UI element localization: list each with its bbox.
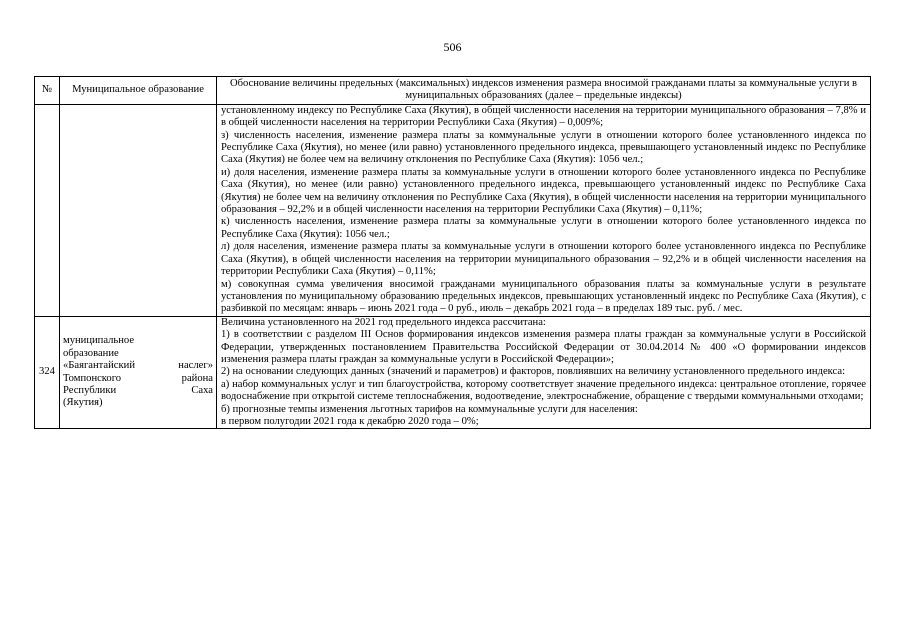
municipality-line: Республики Саха bbox=[63, 384, 213, 396]
municipality-line: (Якутия) bbox=[63, 397, 103, 409]
paragraph: л) доля населения, изменение размера платы за коммунальные услуги в отношении которого более установленного индекса по Республике Саха (Якутия), в общей численности населения на территории муниципального образования – 92,2% и в общей численности населения на территории Республики Саха (Якутия) – 0,11%; bbox=[221, 241, 866, 278]
municipality-line: образование bbox=[63, 347, 119, 359]
municipality-line: «Баягантайский наслег» bbox=[63, 360, 213, 372]
municipality-line: Томпонского района bbox=[63, 372, 213, 384]
header-num: № bbox=[35, 77, 60, 105]
paragraph: 2) на основании следующих данных (значений и параметров) и факторов, повлиявших на величину установленного предельного индекса: bbox=[221, 366, 846, 378]
header-municipality: Муниципальное образование bbox=[60, 77, 217, 105]
header-justification: Обоснование величины предельных (максимальных) индексов изменения размера вносимой гражданами платы за коммунальные услуги в муниципальных образованиях (далее – предельные индексы) bbox=[217, 77, 871, 105]
row-num-cell: 324 bbox=[35, 316, 60, 429]
page-number: 506 bbox=[443, 40, 462, 54]
paragraph: 1) в соответствии с разделом III Основ формирования индексов изменения размера платы граждан за коммунальные услуги в Российской Федерации, утвержденных постановлением Правительства Российской Федерации от 30.04.2014 № 400 «О формировании индексов изменения размера платы граждан за коммунальные услуги в Российской Федерации»; bbox=[221, 329, 866, 365]
paragraph: м) совокупная сумма увеличения вносимой гражданами муниципального образования платы за коммунальные услуги в результате установления по муниципальному образованию предельных индексов, превышающих установленный индекс по Республике Саха (Якутия), с разбивкой по месяцам: январь – июнь 2021 года – 0 руб., июль – декабрь 2021 года – в пределах 189 тыс. руб. / мес. bbox=[221, 278, 866, 315]
paragraph: установленному индексу по Республике Саха (Якутия), в общей численности населения на территории муниципального образования – 7,8% и в общей численности населения на территории Республики Саха (Якутия) – 0,009%; bbox=[221, 104, 866, 129]
row-num-cell bbox=[35, 104, 60, 316]
row-municipality-cell bbox=[60, 104, 217, 316]
paragraph: в первом полугодии 2021 года к декабрю 2020 года – 0%; bbox=[221, 415, 479, 427]
paragraph: к) численность населения, изменение размера платы за коммунальные услуги в отношении которого более установленного индекса по Республике Саха (Якутия): 1056 чел.; bbox=[221, 216, 866, 240]
row-justification-cell bbox=[217, 316, 871, 429]
table-header-row bbox=[35, 77, 871, 105]
row-municipality-cell bbox=[60, 316, 217, 429]
paragraph: и) доля населения, изменение размера платы за коммунальные услуги в отношении которого более установленного индекса по Республике Саха (Якутия), но менее (или равно) установленного предельного индекса, превышающего установленный индекс по Республике Саха (Якутия) не более чем на величину отклонения по Республике Саха (Якутия), в общей численности населения на территории муниципального образования – 92,2% и в общей численности населения на территории Республики Саха (Якутия) – 0,11%; bbox=[221, 166, 866, 216]
indices-table bbox=[34, 76, 871, 429]
paragraph: Величина установленного на 2021 год предельного индекса рассчитана: bbox=[221, 316, 546, 328]
municipality-line: муниципальное bbox=[63, 335, 135, 347]
paragraph: а) набор коммунальных услуг и тип благоустройства, которому соответствует значение предельного индекса: центральное отопление, горячее водоснабжение при открытой системе теплоснабжения, водоотведение, электроснабжение, обращение с твердыми коммунальными отходами; bbox=[221, 378, 866, 403]
row-justification-cell bbox=[217, 104, 871, 316]
paragraph: з) численность населения, изменение размера платы за коммунальные услуги в отношении которого более установленного индекса по Республике Саха (Якутия), но менее (или равно) установленного предельного индекса, превышающего установленный индекс по Республике Саха (Якутия) не более чем на величину отклонения по Республике Саха (Якутия): 1056 чел.; bbox=[221, 129, 866, 166]
paragraph: б) прогнозные темпы изменения льготных тарифов на коммунальные услуги для населения: bbox=[221, 403, 638, 415]
table-row bbox=[35, 316, 871, 429]
table-row bbox=[35, 104, 871, 316]
